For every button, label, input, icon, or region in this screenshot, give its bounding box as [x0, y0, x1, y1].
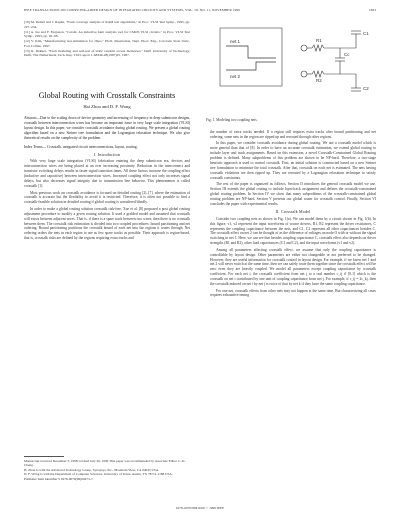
source-v2 [301, 71, 307, 77]
net-1-wire [226, 46, 276, 58]
resistor-r2 [312, 71, 324, 77]
left-column [24, 20, 190, 243]
journal-header: IEEE TRANSACTIONS ON COMPUTER-AIDED DESIGN OF INTEGRATED CIRCUITS AND SYSTEMS, VOL. 18, NO. 11, NOVEMBER 1999 [24, 8, 240, 12]
article-authors: Hai Zhou and D. F. Wong [83, 104, 131, 110]
paragraph: Among all parameters affecting crosstalk effect, we assume that only the coupling capacitance is controllable by layout design. Other parameters are either not changeable or not preferred to be changed. However, they are useful information for crosstalk control in layout design. For example, if we know net 1 and net 2 will never switch at the same time, then we can safely route them together since the crosstalk effect will be zero even they are heavily coupled. We model all parameters except coupling capacitance by crosstalk coefficient. For each net i, the crosstalk coefficient from net j to a real number c_ij ∈ [0,1] which is the crosstalk on net i contributed by one unit of coupling capacitance from net j. For example, if c_ij = 2c_kj, then the crosstalk induced on net i by net j is twice of that by net k if they have the same coupling capacitance. [210, 247, 376, 287]
footnote-block [24, 456, 190, 481]
reference-item: [11] A. Jee and F. Ferguson, "Carafe: An inductive fault analysis tool for CMOS VLSI circuits," in Proc. VLSI Test Symp., 1993, pp. 92–98. [24, 29, 190, 39]
section-heading: II. Crosstalk Model [275, 208, 311, 214]
reference-item: [13] R. Dekker, "Fault modeling and self-test of static random access memories," Delft University of Technology, Delft, The Netherlands, Tech. Rep. TUD report 1-68340-28(1987)25, 1987. [24, 48, 190, 58]
footnote: H. Zhou is with the Advanced Technology Group, Synopsys, Inc., Mountain View, CA 94043 USA. [24, 467, 160, 472]
reference-item: [12] V. Kim, "Manufacturing test simulation for chips," Ph.D. dissertation, Dept. Elect. Eng., Colorado State Univ., Fort Collins, 1997. [24, 39, 190, 48]
c2-label: C2 [363, 86, 369, 91]
footnote: Publisher Item Identifier S 0278-0070(99)09473-7. [24, 476, 94, 481]
paragraph: Most previous work on crosstalk avoidance is focused on detailed routing [2]–[7], where the estimation of crosstalk is accurate but the flexibility to avoid it is restricted. Therefore, it is often not possible to find a crosstalk-feasible solution in detailed routing if global routing is considered blindly. [24, 190, 190, 205]
copyright-line: 0278–0070/99$10.00 © 1999 IEEE [175, 506, 225, 510]
r1-label: R1 [316, 38, 322, 43]
page-number: 1663 [368, 8, 376, 12]
resistor-r1 [312, 45, 324, 51]
section-heading: I. Introduction [93, 151, 121, 157]
paragraph: With very large scale integration (VLSI) fabrication entering the deep submicron era, devices and interconnection wires are being placed at an ever increasing proximity. Reduction in the interconnect and transistor switching delays results in faster signal transition times. All these factors increase the coupling effect (inductive and capacitive) between interconnection wires. Increased coupling effect not only increases signal delays, but also decreases signal integrity due to transmission line behavior. This phenomenon is called crosstalk [1]. [24, 159, 190, 188]
reference-item: [10] M. Reidel and J. Rajski, "Fault coverage analysis of RAM test algorithms," in Proc. VLSI Test Symp., 1995, pp. 227–234. [24, 20, 190, 29]
reference-list [24, 20, 190, 58]
footnote-rule [24, 456, 64, 457]
coupling-nets-diagram [206, 18, 376, 116]
net-1-label: net 1 [230, 39, 241, 44]
abstract: Abstract—Due to the scaling down of device geometry and increasing of frequency in deep submicron designs, crosstalk between interconnection wires has become an important issue in very large scale integration (VLSI) layout design. In this paper, we consider crosstalk avoidance during global routing. We present a global routing algorithm based on a new Steiner tree formulation and the Lagrangian relaxation technique. We also give theoretical results on the complexity of the problem. [24, 116, 190, 140]
paragraph: the number of extra tracks needed. If a region still requires extra tracks after bound partitioning and net ordering, some nets in the region are ripped up and rerouted through other regions. [210, 130, 376, 139]
figure-caption: Fig. 1. Modeling two coupling nets. [206, 118, 258, 122]
right-column [210, 130, 376, 300]
running-header [24, 8, 376, 12]
cc-label: Cc [344, 52, 350, 57]
footnote: Manuscript received December 3, 1998; revised July 26, 1999 This paper was recommended by Associate Editor C.-K. Cheng. [24, 459, 186, 468]
net-2-wire [226, 62, 276, 70]
paragraph: For one net, crosstalk effects from other nets may not happen at the same time. But characterizing all cases requires exhaustive timing [210, 288, 376, 298]
figure-1 [206, 18, 376, 116]
paragraph: In order to make a global routing solution crosstalk risk-free, Xue et al. [8] proposed a post global routing adjustment procedure to modify a given routing solution. It used a gridded model and assumed that crosstalk will exists between adjacent wires. That is, if there is a spare track between two wires, then there is no crosstalk between them. The crosstalk risk estimation is divided into two coupled procedures: bound partitioning and net ordering. Bound partitioning partitions the crosstalk bound of each net into the regions it routes through. Net ordering orders the nets in each region to use as few spare tracks as possible. Their approach is region-based, that is, crosstalk risks are defined by the regions requiring extra tracks and [24, 206, 190, 241]
source-v1 [301, 45, 307, 51]
paragraph: In this paper, we consider crosstalk avoidance during global routing. We use a crosstalk model which is more general than that of [8]. In order to have an accurate crosstalk estimation, we extend global routing to include layer and track assignments. Based on this extension, a novel Crosstalk-Constrained Global Routing problem is defined. Many subproblems of this problem are shown to be NP-hard. Therefore, a two-stage heuristic approach is used to control crosstalk. First, an initial solution is constructed based on a new Steiner tree formulation to minimize the total crosstalk. After that, crosstalk on each net is estimated. The nets having crosstalk violations are then ripped up. They are rerouted by a Lagrangian relaxation technique to satisfy crosstalk constraints. [210, 141, 376, 180]
net-2-label: net 2 [230, 74, 241, 79]
footnote: D. F. Wong is with the Department of Computer Sciences, University of Texas, Austin, TX 78712-1188 USA. [24, 472, 173, 477]
article-title: Global Routing with Crosstalk Constraints [38, 91, 176, 101]
paragraph: Consider two coupling nets as shown in Fig. 1(a). We can model them by a circuit shown in Fig. 1(b). In this figure, v1, v2 represent the input waveforms of source drivers, R1, R2 represent the driver resistances, C represents the coupling capacitance between the nets, and C1, C2 represent all other capacitances besides C. The crosstalk effect on net 2 can be thought of as the difference of voltages on node O with or without the signal switching in net 1. Here, we can see that besides coupling capacitance C, crosstalk effect also depends on driver strengths (R1 and R2), other load capacitances (C1 and C2), and the input waveforms (v1 and v2). [210, 216, 376, 246]
r2-label: R2 [316, 78, 322, 83]
circuit-model [301, 31, 361, 91]
c1-label: C1 [363, 31, 369, 36]
paragraph: The rest of the paper is organized as follows. Section II introduces the general crosstalk model we use. Section III extends the global routing to include layer/track assignment and defines the crosstalk-constrained global routing problem. In Section IV we show that many subproblems of the crosstalk-constrained global routing problem are NP-hard. Section V presents our global router for crosstalk control. Finally, Section VI concludes the paper with experimental results. [210, 182, 376, 206]
index-terms: Index Terms— Crosstalk, integrated circuit interconnections, layout, routing. [24, 144, 138, 149]
